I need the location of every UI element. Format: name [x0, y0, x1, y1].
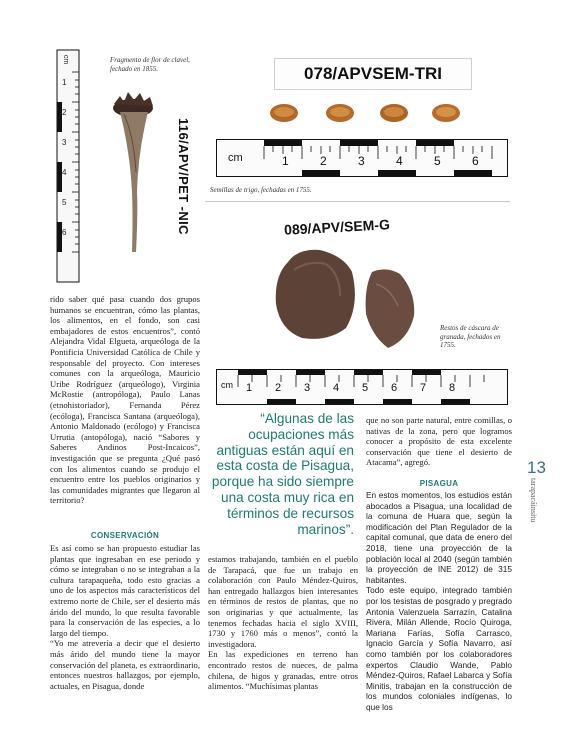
article-column-3-continued [366, 490, 512, 712]
body-paragraph: estamos trabajando, también en el pueblo de Tarapacá, que fue un trabajo en colaboración con Paulo Méndez-Quiros, han entregado hallazgos bien interesantes en términos de restos de plantas, que no son originarias y que actualmente, las tenemos fechadas hacia el siglo XVIII, 1730 y 1760 más o menos”, contó la investigadora. [208, 554, 358, 649]
ruler-label-2: 2 [320, 154, 327, 168]
article-column-1-continued [50, 543, 200, 691]
article-column-3 [366, 415, 512, 468]
ruler-label-2: 2 [62, 108, 67, 117]
ruler-label-1: 1 [246, 382, 253, 394]
ruler-label-cm: cm [228, 152, 243, 164]
ruler-label-7: 7 [420, 382, 427, 394]
article-column-2 [208, 554, 358, 692]
ruler-label-1: 1 [282, 154, 289, 168]
ruler-label-cm: cm [221, 380, 233, 390]
flower-caption: Fragmento de flor de clavel, fechado en 1855. [110, 56, 190, 73]
body-paragraph: “Yo me atrevería a decir que el desierto más árido del mundo tiene la mayor conservación del planeta, es extraordinario, entonces nuestros hallazgos, por ejemplo, actuales, en Pisagua, donde [50, 638, 200, 691]
ruler-label-3: 3 [304, 382, 311, 394]
ruler-label-1: 1 [62, 78, 67, 87]
ruler-label-4: 4 [62, 168, 67, 177]
ruler-label-8: 8 [449, 382, 456, 394]
ruler-label-cm: cm [62, 54, 70, 65]
body-paragraph: Es así como se han propuesto estudiar las plantas que ingresaban en ese periodo y cómo se integraban o no se integraban a la cultura tarapaqueña, todo esto gracias a uno de los aspectos más característicos del extremo norte de Chile, ser el desierto más árido del mundo, lo que resulta favorable para la conservación de las especies, a lo largo del tiempo. [50, 543, 200, 638]
body-paragraph: En estos momentos, los estudios están abocados a Pisagua, una localidad de la comuna de Huara que, según la modificación del Plan Regulador de la capital comunal, que data de enero del 2018, tiene una proyección de la población local al 2040 (según también la proyección de INE 2012) de 315 habitantes. [366, 490, 512, 585]
pull-quote: “Algunas de las ocupaciones más antiguas están aquí en esta costa de Pisagua, porque ha sido siempre una costa muy rica en términos de recursos marinos”. [211, 411, 354, 537]
flower-tag: 116/APV/PET -NIC [176, 118, 191, 235]
body-paragraph: Todo este equipo, integrado también por los tesistas de posgrado y pregrado Antonia Valenzuela Sarrazín, Catalina Rivera, Milán Allende, Rocío Quiroga, Mariana Farías, Sofía Carrasco, Ignacio García y Sofía Navarro, así como también por los colaboradores expertos Claudio Wande, Pablo Méndez-Quiros, Rafael Labarca y Sofía Minitis, trabajan en la construcción de los mundos coloniales indígenas, lo que los [366, 585, 512, 712]
ruler-label-4: 4 [396, 154, 403, 168]
ruler-label-5: 5 [434, 154, 441, 168]
pomegranate-tag: 089/APV/SEM-G [283, 216, 391, 238]
flower-ruler-labels [61, 52, 73, 284]
section-heading-pisagua: PISAGUA [419, 479, 459, 488]
wheat-caption: Semillas de trigo, fechadas en 1755. [210, 186, 312, 194]
ruler-label-3: 3 [358, 154, 365, 168]
brand-label: tarapacáinsitu [529, 478, 538, 523]
ruler-label-5: 5 [62, 198, 67, 207]
section-heading-conservacion: CONSERVACIÓN [90, 531, 160, 540]
ruler-label-6: 6 [391, 382, 398, 394]
photo-divider [205, 201, 510, 202]
pomegranate-ruler-labels [216, 369, 508, 405]
body-paragraph: rido saber qué pasa cuando dos grupos humanos se encuentran, cómo las plantas, los alimentos, en el fondo, son casi embajadores de estos encuentros”, contó Alejandra Vidal Elgueta, arqueóloga de la Pontificia Universidad Católica de Chile y responsable del proyecto. Con intereses comunes con la arqueóloga, Mauricio Uribe Rodríguez (arqueólogo), Virginia McRostie (antropóloga), Paulo Lanas (etnohistoriador), Fernanda Pérez (ecóloga), Francisca Santana (arqueóloga), Antonio Maldonado (ecólogo) y Francisca Urrutia (antopóloga), nació “Sabores y Saberes Andinos Post-Incaicos”, investigación que se pregunta ¿Qué pasó con los alimentos cuando se produjo el encuentro entre los pueblos originarios y las comunidades migrantes que llegaron al territorio? [50, 294, 200, 506]
body-paragraph: que no son parte natural, entre comillas, o nativas de la zona, pero que logramos conocer a propósito de esta excelente conservación que tiene el desierto de Atacama”, agregó. [366, 415, 512, 468]
ruler-label-5: 5 [362, 382, 369, 394]
body-paragraph: En las expediciones en terreno han encontrado restos de nueces, de palma chilena, de higos y granadas, entre otros alimentos. “Muchísimas plantas [208, 649, 358, 692]
ruler-label-6: 6 [472, 154, 479, 168]
ruler-label-2: 2 [275, 382, 282, 394]
ruler-label-4: 4 [333, 382, 340, 394]
wheat-seeds-image [262, 98, 482, 128]
pomegranate-peel-image [268, 244, 428, 354]
page-number: 13 [527, 458, 546, 477]
ruler-label-6: 6 [62, 228, 67, 237]
ruler-label-3: 3 [62, 138, 67, 147]
article-column-1 [50, 294, 200, 506]
pomegranate-caption: Restos de cáscara de granada, fechados en 1755. [440, 324, 501, 349]
wheat-tag: 078/APVSEM-TRI [274, 58, 472, 90]
wheat-ruler-labels [216, 139, 508, 177]
